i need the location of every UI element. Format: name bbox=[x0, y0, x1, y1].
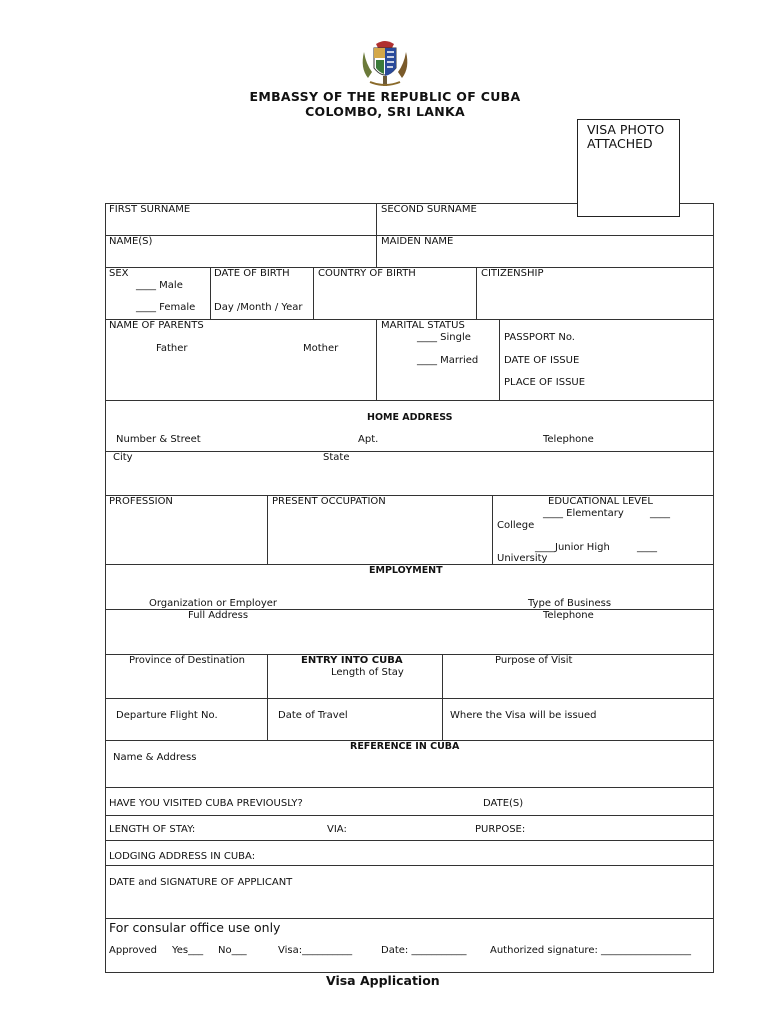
present-occupation-label: PRESENT OCCUPATION bbox=[272, 496, 386, 507]
departure-flight-label: Departure Flight No. bbox=[116, 710, 218, 721]
entry-title: ENTRY INTO CUBA bbox=[301, 655, 403, 666]
place-of-issue-label: PLACE OF ISSUE bbox=[504, 377, 586, 388]
passport-no-label: PASSPORT No. bbox=[504, 332, 575, 343]
college-blank[interactable]: ____ bbox=[650, 508, 670, 519]
visa-application-title: Visa Application bbox=[326, 973, 440, 988]
visit-purpose-label: PURPOSE: bbox=[475, 824, 526, 835]
type-of-business-label: Type of Business bbox=[528, 598, 612, 609]
employment-title: EMPLOYMENT bbox=[369, 565, 443, 576]
embassy-title: EMBASSY OF THE REPUBLIC OF CUBA bbox=[249, 89, 521, 104]
university-blank[interactable]: ____ bbox=[637, 542, 657, 553]
date-of-issue-label: DATE OF ISSUE bbox=[504, 355, 580, 366]
apt-label: Apt. bbox=[358, 434, 379, 445]
mother-label: Mother bbox=[303, 343, 339, 354]
visit-dates-label: DATE(S) bbox=[483, 798, 524, 809]
approved-label: Approved bbox=[109, 945, 157, 956]
citizenship-label: CITIZENSHIP bbox=[481, 268, 544, 279]
purpose-of-visit-label: Purpose of Visit bbox=[495, 655, 573, 666]
applicant-signature-label: DATE and SIGNATURE OF APPLICANT bbox=[109, 877, 293, 888]
educational-level-label: EDUCATIONAL LEVEL bbox=[548, 496, 654, 507]
profession-label: PROFESSION bbox=[109, 496, 173, 507]
married-option[interactable]: ____ Married bbox=[417, 355, 479, 366]
coat-of-arms-icon bbox=[356, 38, 414, 90]
names-label: NAME(S) bbox=[109, 236, 153, 247]
date-of-travel-label: Date of Travel bbox=[278, 710, 348, 721]
elementary-option[interactable]: ____ Elementary bbox=[543, 508, 624, 519]
consular-visa-field[interactable]: Visa:__________ bbox=[278, 945, 353, 956]
dob-format-hint: Day /Month / Year bbox=[214, 302, 303, 313]
consular-use-title: For consular office use only bbox=[109, 920, 281, 935]
maiden-name-label: MAIDEN NAME bbox=[381, 236, 454, 247]
date-of-birth-label: DATE OF BIRTH bbox=[214, 268, 290, 279]
employment-telephone-label: Telephone bbox=[543, 610, 594, 621]
reference-name-address-label: Name & Address bbox=[113, 752, 197, 763]
name-of-parents-label: NAME OF PARENTS bbox=[109, 320, 204, 331]
female-option[interactable]: ____ Female bbox=[136, 302, 196, 313]
university-option: University bbox=[497, 553, 548, 564]
photo-label: VISA PHOTO ATTACHED bbox=[587, 122, 665, 151]
first-surname-label: FIRST SURNAME bbox=[109, 204, 191, 215]
approved-yes[interactable]: Yes___ bbox=[172, 945, 204, 956]
street-label: Number & Street bbox=[116, 434, 201, 445]
city-label: City bbox=[113, 452, 133, 463]
state-label: State bbox=[323, 452, 350, 463]
organization-label: Organization or Employer bbox=[149, 598, 278, 609]
home-address-title: HOME ADDRESS bbox=[367, 412, 453, 423]
second-surname-label: SECOND SURNAME bbox=[381, 204, 477, 215]
visit-length-label: LENGTH OF STAY: bbox=[109, 824, 196, 835]
province-label: Province of Destination bbox=[129, 655, 245, 666]
via-label: VIA: bbox=[327, 824, 347, 835]
length-of-stay-label: Length of Stay bbox=[331, 667, 404, 678]
male-option[interactable]: ____ Male bbox=[136, 280, 183, 291]
consular-date-field[interactable]: Date: ___________ bbox=[381, 945, 467, 956]
single-option[interactable]: ____ Single bbox=[417, 332, 471, 343]
marital-status-label: MARITAL STATUS bbox=[381, 320, 465, 331]
authorized-signature-field[interactable]: Authorized signature: __________________ bbox=[490, 945, 692, 956]
father-label: Father bbox=[156, 343, 188, 354]
home-telephone-label: Telephone bbox=[543, 434, 594, 445]
country-of-birth-label: COUNTRY OF BIRTH bbox=[318, 268, 416, 279]
junior-high-option[interactable]: ____Junior High bbox=[535, 542, 610, 553]
visa-issued-label: Where the Visa will be issued bbox=[450, 710, 597, 721]
lodging-address-label: LODGING ADDRESS IN CUBA: bbox=[109, 851, 256, 862]
visited-previously-label: HAVE YOU VISITED CUBA PREVIOUSLY? bbox=[109, 798, 303, 809]
college-option: College bbox=[497, 520, 535, 531]
sex-label: SEX bbox=[109, 268, 129, 279]
embassy-location: COLOMBO, SRI LANKA bbox=[305, 104, 465, 119]
approved-no[interactable]: No___ bbox=[218, 945, 247, 956]
full-address-label: Full Address bbox=[188, 610, 249, 621]
reference-title: REFERENCE IN CUBA bbox=[350, 741, 460, 752]
